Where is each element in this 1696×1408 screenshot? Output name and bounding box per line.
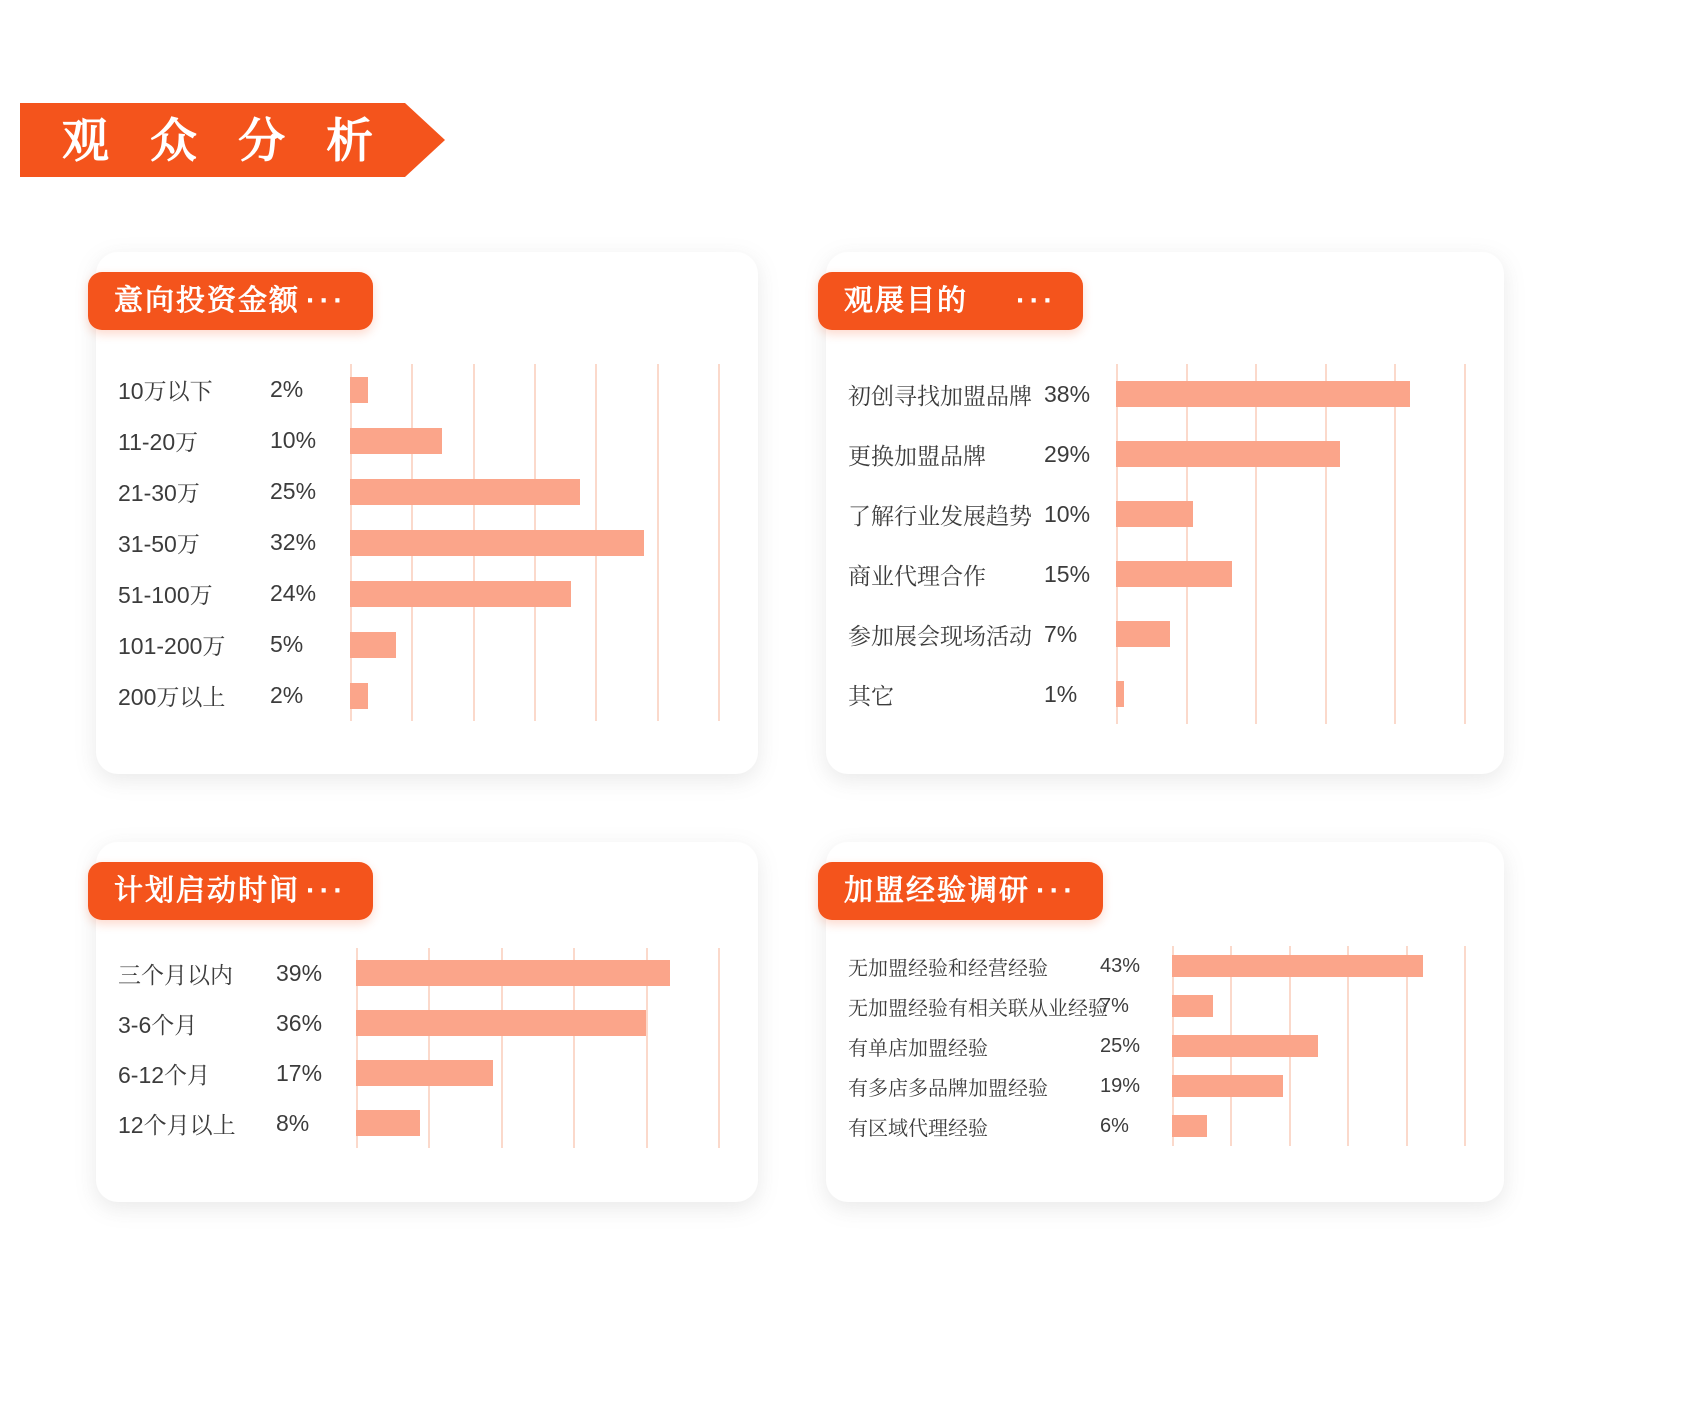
value-label: 2% bbox=[270, 376, 304, 402]
card-investment-amount bbox=[96, 252, 758, 774]
category-label: 三个月以内 bbox=[118, 961, 233, 988]
bar bbox=[1116, 561, 1232, 587]
card-header-franchise-experience bbox=[818, 862, 1103, 920]
category-label: 无加盟经验有相关联从业经验 bbox=[848, 997, 1108, 1020]
bar bbox=[356, 1010, 646, 1036]
plot-area bbox=[350, 619, 718, 670]
value-label: 6% bbox=[1100, 1114, 1129, 1137]
category-label: 10万以下 bbox=[118, 378, 213, 404]
value-label: 25% bbox=[270, 478, 317, 504]
bar bbox=[356, 1060, 493, 1086]
bar bbox=[1172, 1115, 1207, 1137]
chart-row bbox=[848, 1106, 1464, 1146]
plot-area bbox=[1116, 364, 1464, 424]
category-label: 无加盟经验和经营经验 bbox=[848, 957, 1048, 980]
category-label: 21-30万 bbox=[118, 480, 200, 506]
chart-row bbox=[848, 604, 1464, 664]
value-label: 19% bbox=[1100, 1074, 1141, 1097]
category-label: 商业代理合作 bbox=[848, 562, 986, 589]
value-label: 39% bbox=[276, 959, 323, 986]
bar bbox=[350, 632, 396, 658]
bar bbox=[350, 377, 368, 403]
card-visit-purpose bbox=[826, 252, 1504, 774]
plot-area bbox=[356, 948, 718, 998]
value-label: 5% bbox=[270, 631, 304, 657]
value-label: 10% bbox=[1044, 500, 1091, 527]
chart-row bbox=[118, 998, 718, 1048]
card-header-planned-start-time bbox=[88, 862, 373, 920]
card-title: 加盟经验调研 bbox=[844, 874, 1031, 907]
bar bbox=[350, 479, 580, 505]
bar bbox=[1116, 681, 1124, 707]
chart-row bbox=[118, 517, 718, 568]
category-label: 6-12个月 bbox=[118, 1061, 211, 1088]
plot-area bbox=[1116, 544, 1464, 604]
plot-area bbox=[350, 670, 718, 721]
category-label: 3-6个月 bbox=[118, 1011, 198, 1038]
chart-row bbox=[848, 424, 1464, 484]
bar bbox=[1116, 501, 1193, 527]
chart-row bbox=[118, 1048, 718, 1098]
value-label: 2% bbox=[270, 682, 304, 708]
bar bbox=[356, 960, 670, 986]
category-label: 11-20万 bbox=[118, 429, 199, 455]
banner-arrow-shape bbox=[405, 103, 445, 177]
category-label: 51-100万 bbox=[118, 582, 213, 608]
value-label: 32% bbox=[270, 529, 317, 555]
category-label: 有多店多品牌加盟经验 bbox=[848, 1077, 1048, 1100]
value-label: 25% bbox=[1100, 1034, 1141, 1057]
chart-row bbox=[118, 948, 718, 998]
card-franchise-experience bbox=[826, 842, 1504, 1202]
bar bbox=[1172, 955, 1423, 977]
bar bbox=[1172, 1075, 1283, 1097]
category-label: 有单店加盟经验 bbox=[848, 1037, 988, 1060]
plot-area bbox=[1172, 1106, 1464, 1146]
chart-row bbox=[118, 415, 718, 466]
plot-area bbox=[1116, 424, 1464, 484]
bar bbox=[350, 683, 368, 709]
chart-row bbox=[118, 670, 718, 721]
plot-area bbox=[350, 568, 718, 619]
chart-row bbox=[848, 664, 1464, 724]
plot-area bbox=[1172, 986, 1464, 1026]
bar bbox=[1172, 1035, 1318, 1057]
plot-area bbox=[356, 1048, 718, 1098]
plot-area bbox=[1172, 1066, 1464, 1106]
bar bbox=[1116, 621, 1170, 647]
category-label: 有区域代理经验 bbox=[848, 1117, 988, 1140]
banner-body bbox=[20, 103, 405, 177]
bar bbox=[350, 581, 571, 607]
category-label: 了解行业发展趋势 bbox=[848, 502, 1032, 529]
bar bbox=[350, 530, 644, 556]
chart-row bbox=[118, 466, 718, 517]
card-header-visit-purpose bbox=[818, 272, 1083, 330]
card-title-dots: ··· bbox=[306, 284, 347, 317]
chart-franchise-experience bbox=[848, 946, 1464, 1146]
value-label: 17% bbox=[276, 1059, 323, 1086]
value-label: 29% bbox=[1044, 440, 1091, 467]
chart-row bbox=[118, 619, 718, 670]
chart-visit-purpose bbox=[848, 364, 1464, 724]
plot-area bbox=[356, 1098, 718, 1148]
card-planned-start-time bbox=[96, 842, 758, 1202]
plot-area bbox=[1172, 946, 1464, 986]
bar bbox=[1116, 381, 1410, 407]
value-label: 7% bbox=[1044, 620, 1078, 647]
plot-area bbox=[1172, 1026, 1464, 1066]
page-title: 观 众 分 析 bbox=[62, 113, 388, 167]
chart-row bbox=[848, 986, 1464, 1026]
category-label: 其它 bbox=[848, 682, 894, 709]
value-label: 7% bbox=[1100, 994, 1129, 1017]
chart-row bbox=[848, 1066, 1464, 1106]
plot-area bbox=[350, 466, 718, 517]
plot-area bbox=[350, 517, 718, 568]
chart-row bbox=[848, 1026, 1464, 1066]
chart-investment-amount bbox=[118, 364, 718, 721]
category-label: 更换加盟品牌 bbox=[848, 442, 986, 469]
card-title-dots: ··· bbox=[1036, 874, 1077, 907]
chart-row bbox=[848, 364, 1464, 424]
chart-row bbox=[848, 484, 1464, 544]
value-label: 1% bbox=[1044, 680, 1078, 707]
card-title: 计划启动时间 bbox=[114, 874, 301, 907]
bar bbox=[350, 428, 442, 454]
category-label: 200万以上 bbox=[118, 684, 226, 710]
category-label: 12个月以上 bbox=[118, 1111, 236, 1138]
plot-area bbox=[1116, 484, 1464, 544]
plot-area bbox=[350, 415, 718, 466]
chart-row bbox=[118, 364, 718, 415]
card-title-dots: ··· bbox=[1016, 284, 1057, 317]
value-label: 24% bbox=[270, 580, 317, 606]
plot-area bbox=[350, 364, 718, 415]
chart-row bbox=[848, 946, 1464, 986]
category-label: 参加展会现场活动 bbox=[848, 622, 1032, 649]
chart-row bbox=[118, 1098, 718, 1148]
card-header-investment-amount bbox=[88, 272, 373, 330]
category-label: 初创寻找加盟品牌 bbox=[848, 382, 1032, 409]
bar bbox=[356, 1110, 420, 1136]
category-label: 31-50万 bbox=[118, 531, 200, 557]
card-title-dots: ··· bbox=[306, 874, 347, 907]
page-title-banner bbox=[20, 103, 445, 177]
value-label: 38% bbox=[1044, 380, 1091, 407]
value-label: 43% bbox=[1100, 954, 1141, 977]
chart-row bbox=[848, 544, 1464, 604]
value-label: 8% bbox=[276, 1109, 310, 1136]
category-label: 101-200万 bbox=[118, 633, 226, 659]
bar bbox=[1116, 441, 1340, 467]
plot-area bbox=[356, 998, 718, 1048]
value-label: 36% bbox=[276, 1009, 323, 1036]
value-label: 10% bbox=[270, 427, 317, 453]
card-title: 意向投资金额 bbox=[114, 284, 301, 317]
chart-row bbox=[118, 568, 718, 619]
plot-area bbox=[1116, 664, 1464, 724]
card-title: 观展目的 bbox=[844, 284, 969, 317]
plot-area bbox=[1116, 604, 1464, 664]
chart-planned-start-time bbox=[118, 948, 718, 1148]
value-label: 15% bbox=[1044, 560, 1091, 587]
bar bbox=[1172, 995, 1213, 1017]
